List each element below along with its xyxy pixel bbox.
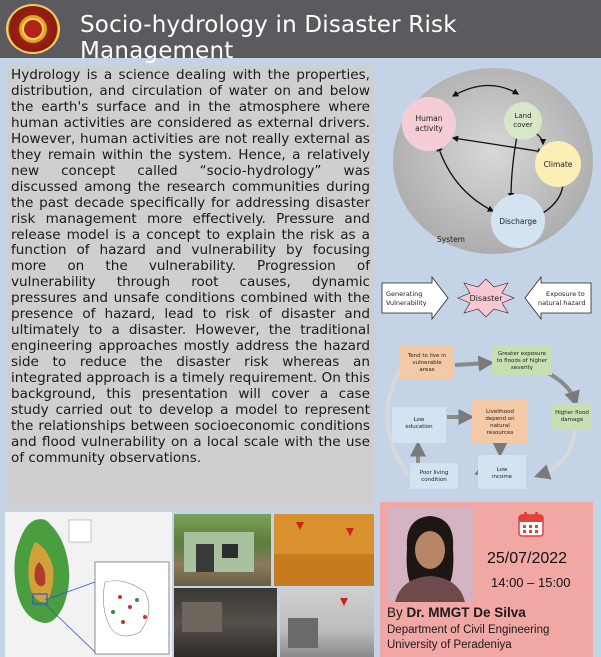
map-figure: [5, 512, 172, 657]
speaker-panel: [380, 502, 593, 657]
generating-vulnerability-arrow: [382, 277, 448, 319]
svg-text:Lowincome: Low income: [491, 467, 513, 480]
speaker-byline: [387, 605, 526, 620]
exposure-label: Exposure to natural hazard: [538, 290, 586, 307]
svg-text:Greater exposureto floods of h: Greater exposure to floods of higher severity: [496, 351, 548, 371]
higher-flood-damage-box: [552, 403, 592, 429]
map-legend: [69, 520, 91, 542]
speaker-department: Department of Civil Engineering: [387, 624, 550, 636]
speaker-university: University of Peradeniya: [387, 639, 512, 651]
interior-photo: [174, 588, 277, 657]
svg-text:Loweducation: Low education: [405, 417, 433, 430]
svg-text:Livelihooddepend onnaturalreso: Livelihood depend on natural resources: [485, 409, 515, 436]
discharge-label: Discharge: [499, 217, 537, 226]
disaster-label: Disaster: [469, 294, 503, 303]
exposure-arrow: [525, 277, 591, 319]
event-date: 25/07/2022: [487, 550, 568, 567]
poor-living-box: [410, 463, 458, 489]
page-title: Socio-hydrology in Disaster Risk Management: [80, 12, 457, 64]
vulnerability-cycle-diagram: [380, 335, 593, 495]
calendar-icon: [517, 510, 545, 538]
svg-text:Poor livingcondition: Poor living condition: [419, 470, 449, 483]
speaker-name: Dr. MMGT De Silva: [406, 605, 526, 620]
human-activity-label: Human activity: [415, 114, 443, 133]
abstract-text: Hydrology is a science dealing with the properties, distribution, and circulation of water on and below the earth's surface and in the atmosphere where human activities are considered as external drivers. However, human activities are not really external as they remain within the system. Hence, a relatively new concept called “socio-hydrology” was discussed among the research communities during the past decade specifically for addressing disaster risk management more effectively. Pressure and release model is a concept to explain the risk as a function of hazard and vulnerability by focusing more on the vulnerability. Progression of vulnerability through root causes, dynamic pressures and unsafe conditions combined with the presence of hazard, lead to risk of disaster and ultimately to a disaster. However, the traditional engineering approaches mostly address the hazard side to reduce the disaster risk whereas an integrated approach is a timely requirement. On this background, this presentation will cover a case study carried out to develop a model to represent the relationships between socioeconomic conditions and flood vulnerability on a local scale with the use of community observations.: [7, 66, 374, 509]
event-time: 14:00 – 15:00: [491, 575, 571, 590]
svg-text:Tend to live invulnerableareas: Tend to live in vulnerable areas: [407, 353, 447, 373]
system-label: System: [437, 235, 465, 244]
par-model-diagram: [380, 275, 593, 321]
by-prefix: By: [387, 605, 407, 620]
header-bar: [0, 0, 601, 64]
inset-map: [95, 562, 169, 654]
climate-label: Climate: [543, 160, 573, 169]
photo-collage: [174, 514, 374, 657]
building-photo: [280, 588, 374, 657]
house-photo: [174, 514, 271, 586]
land-cover-label: Land cover: [513, 112, 533, 129]
university-logo: [6, 4, 60, 54]
svg-text:Higher flooddamage: Higher flood damage: [555, 410, 589, 423]
wall-photo: [274, 514, 374, 586]
generating-vulnerability-label: Generating Vulnerability: [386, 290, 427, 307]
system-diagram: [393, 66, 593, 256]
speaker-photo: [387, 508, 473, 602]
